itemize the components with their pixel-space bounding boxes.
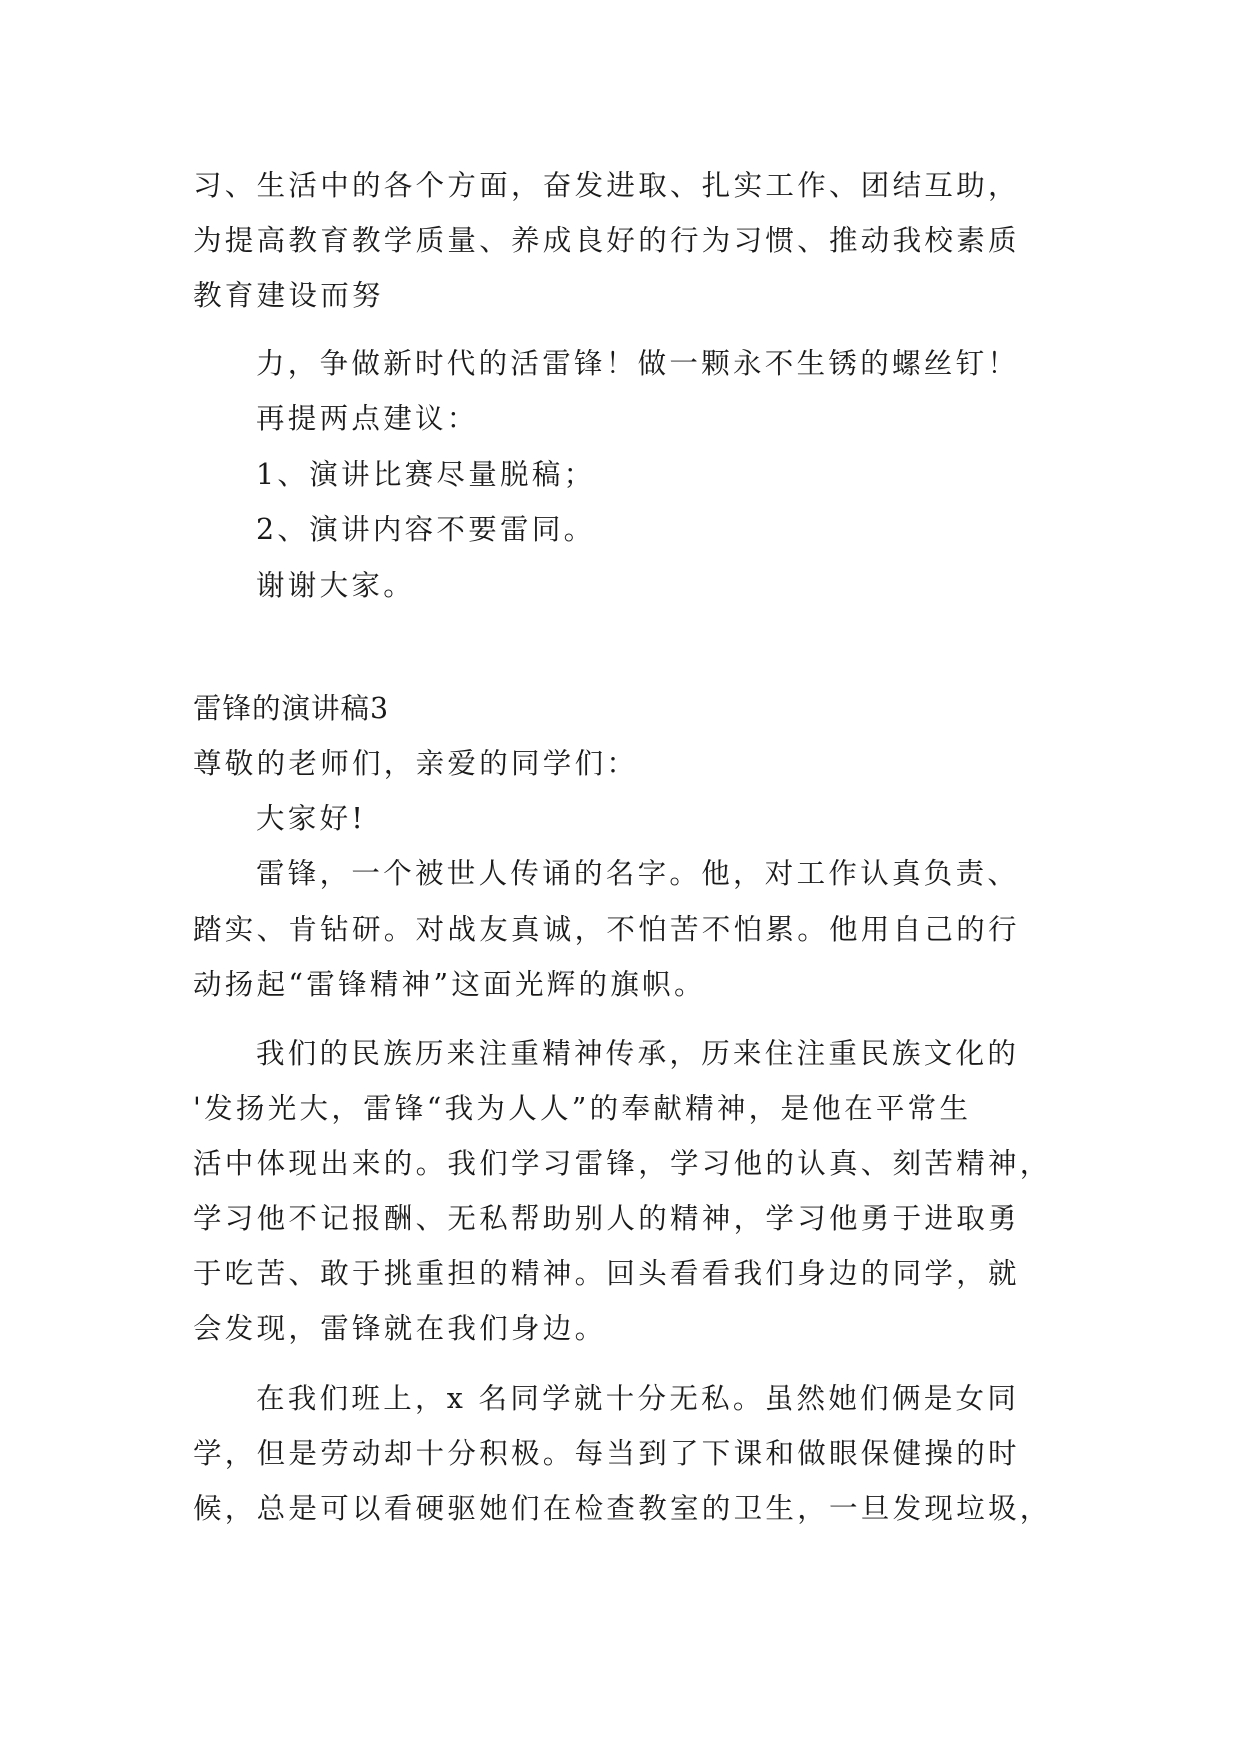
text-line: 雷锋，一个被世人传诵的名字。他，对工作认真负责、 bbox=[256, 857, 1020, 890]
text-line: 候，总是可以看硬驱她们在检查教室的卫生，一旦发现垃圾， bbox=[193, 1492, 1052, 1525]
section-title: 雷锋的演讲稿3 bbox=[193, 692, 390, 725]
list-item: 1、演讲比赛尽量脱稿； bbox=[256, 458, 596, 491]
text-line: 动扬起“雷锋精神”这面光辉的旗帜。 bbox=[193, 968, 706, 1001]
text-line: 会发现，雷锋就在我们身边。 bbox=[193, 1312, 607, 1345]
text-line: 在我们班上，x 名同学就十分无私。虽然她们俩是女同 bbox=[256, 1382, 1020, 1415]
greeting: 大家好! bbox=[256, 802, 367, 835]
list-item: 2、演讲内容不要雷同。 bbox=[256, 513, 596, 546]
text-line: 踏实、肯钻研。对战友真诚，不怕苦不怕累。他用自己的行 bbox=[193, 913, 1020, 946]
text-line: 活中体现出来的。我们学习雷锋，学习他的认真、刻苦精神， bbox=[193, 1147, 1052, 1180]
text-line: 再提两点建议： bbox=[256, 402, 479, 435]
text-line: 力，争做新时代的活雷锋！做一颗永不生锈的螺丝钉！ bbox=[256, 347, 1020, 380]
salutation: 尊敬的老师们，亲爱的同学们： bbox=[193, 747, 639, 780]
text-line: 谢谢大家。 bbox=[256, 569, 416, 602]
text-line: 于吃苦、敢于挑重担的精神。回头看看我们身边的同学，就 bbox=[193, 1257, 1020, 1290]
text-line: 我们的民族历来注重精神传承，历来住注重民族文化的 bbox=[256, 1037, 1020, 1070]
text-line: 教育建设而努 bbox=[193, 279, 384, 312]
text-line: 学，但是劳动却十分积极。每当到了下课和做眼保健操的时 bbox=[193, 1437, 1020, 1470]
text-line: 学习他不记报酬、无私帮助别人的精神，学习他勇于进取勇 bbox=[193, 1202, 1020, 1235]
text-line: 为提高教育教学质量、养成良好的行为习惯、推动我校素质 bbox=[193, 224, 1020, 257]
text-line: '发扬光大，雷锋“我为人人”的奉献精神，是他在平常生 bbox=[193, 1092, 972, 1125]
text-line: 习、生活中的各个方面，奋发进取、扎实工作、团结互助， bbox=[193, 169, 1020, 202]
